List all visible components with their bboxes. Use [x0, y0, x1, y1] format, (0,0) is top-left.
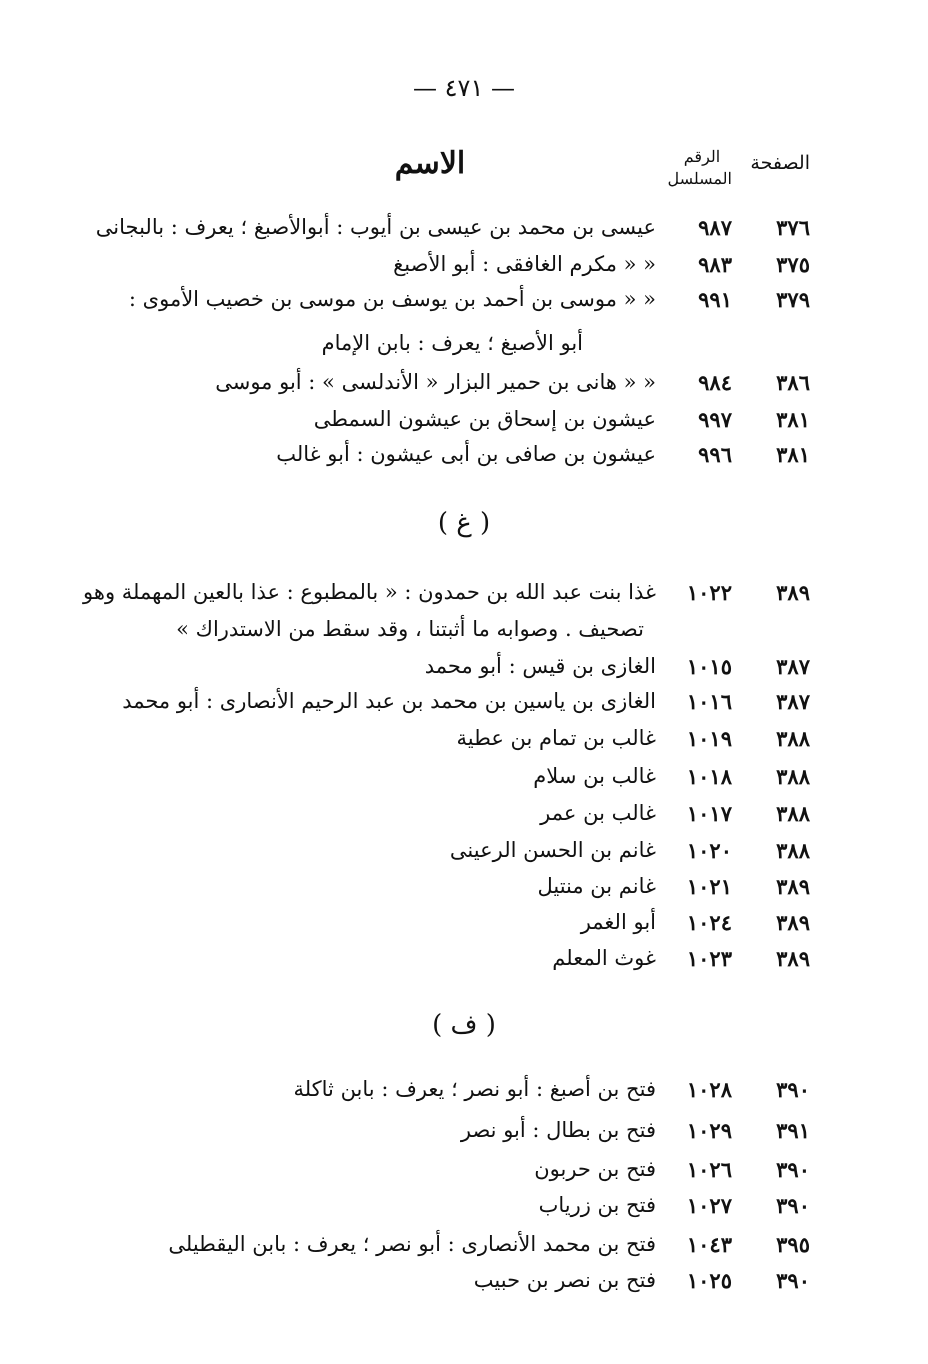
row-continuation: أبو الأصبغ ؛ يعرف : بابن الإمام	[321, 331, 583, 355]
page-number: — ٤٧١ —	[413, 74, 515, 102]
row-name: الغازى بن قيس : أبو محمد	[424, 654, 656, 678]
row-serial: ١٠٢٢	[686, 580, 732, 605]
row-serial: ١٠٢٦	[686, 1157, 732, 1182]
row-page: ٣٨٩	[776, 580, 810, 605]
section-heading-fa: ( ف )	[432, 1010, 496, 1040]
row-name: غالب بن تمام بن عطية	[456, 726, 656, 750]
row-page: ٣٧٦	[776, 215, 810, 240]
row-page: ٣٧٥	[776, 252, 810, 277]
row-page: ٣٩٥	[776, 1232, 810, 1257]
column-header-serial-line2: المسلسل	[667, 169, 732, 188]
column-header-serial-line1: الرقم	[683, 147, 721, 166]
index-row	[0, 252, 928, 286]
row-page: ٣٨٨	[776, 726, 810, 751]
row-name: عيشون بن صافى بن أبى عيشون : أبو غالب	[276, 442, 656, 466]
row-page: ٣٨٨	[776, 838, 810, 863]
row-page: ٣٨٧	[776, 689, 810, 714]
index-row	[0, 838, 928, 872]
row-serial: ١٠٢٤	[686, 910, 732, 935]
section-heading-ghain: ( غ )	[437, 508, 491, 538]
row-page: ٣٨٩	[776, 874, 810, 899]
index-row	[0, 1077, 928, 1111]
index-row	[0, 1232, 928, 1266]
row-serial: ٩٨٧	[698, 215, 732, 240]
index-row	[0, 946, 928, 980]
row-page: ٣٧٩	[776, 287, 810, 312]
row-name: « « موسى بن أحمد بن يوسف بن موسى بن خصيب الأموى :	[128, 287, 656, 311]
row-name: « « مكرم الغافقى : أبو الأصبغ	[393, 252, 656, 276]
row-name: غذا بنت عبد الله بن حمدون : « بالمطبوع : عذا بالعين المهملة وهو	[83, 580, 656, 604]
row-name: فتح بن حربون	[534, 1157, 656, 1181]
row-page: ٣٨١	[776, 407, 810, 432]
row-serial: ٩٩١	[698, 287, 732, 312]
row-name: « « هانى بن حمير البزار « الأندلسى » : أبو موسى	[215, 370, 656, 394]
row-serial: ١٠٢٨	[686, 1077, 732, 1102]
row-page: ٣٩٠	[776, 1077, 810, 1102]
row-name: فتح بن بطال : أبو نصر	[460, 1118, 656, 1142]
row-serial: ١٠١٦	[686, 689, 732, 714]
row-name: غانم بن الحسن الرعينى	[449, 838, 656, 862]
column-header-page: الصفحة	[750, 152, 810, 174]
row-serial: ٩٩٦	[698, 442, 732, 467]
column-header-name: الاسم	[394, 146, 466, 181]
row-serial: ١٠٢٣	[686, 946, 732, 971]
row-continuation: تصحيف . وصوابه ما أثبتنا ، وقد سقط من الاستدراك »	[176, 617, 644, 641]
row-serial: ١٠٢٠	[686, 838, 732, 863]
row-page: ٣٨٩	[776, 910, 810, 935]
row-page: ٣٨٨	[776, 764, 810, 789]
row-page: ٣٩١	[776, 1118, 810, 1143]
index-row	[0, 801, 928, 835]
index-row	[0, 726, 928, 760]
row-serial: ٩٨٤	[698, 370, 732, 395]
row-name: أبو الغمر	[580, 910, 656, 934]
row-serial: ١٠٢١	[686, 874, 732, 899]
row-name: فتح بن محمد الأنصارى : أبو نصر ؛ يعرف : بابن اليقطيلى	[168, 1232, 656, 1256]
row-serial: ١٠١٩	[686, 726, 732, 751]
row-name: الغازى بن ياسين بن محمد بن عبد الرحيم الأنصارى : أبو محمد	[122, 689, 656, 713]
index-row	[0, 874, 928, 908]
row-page: ٣٨١	[776, 442, 810, 467]
index-row	[0, 1193, 928, 1227]
row-name: غالب بن سلام	[533, 764, 656, 788]
row-name: عيسى بن محمد بن عيسى بن أيوب : أبوالأصبغ ؛ يعرف : بالبجانى	[95, 215, 656, 239]
index-row	[0, 407, 928, 441]
index-row	[0, 654, 928, 688]
row-page: ٣٨٧	[776, 654, 810, 679]
index-row	[0, 1268, 928, 1302]
index-row	[0, 215, 928, 249]
row-serial: ١٠١٧	[686, 801, 732, 826]
row-name: فتح بن نصر بن حبيب	[473, 1268, 656, 1292]
row-serial: ٩٨٣	[698, 252, 732, 277]
row-name: فتح بن أصبغ : أبو نصر ؛ يعرف : بابن ثاكلة	[293, 1077, 656, 1101]
index-row	[0, 287, 928, 321]
row-serial: ١٠١٥	[686, 654, 732, 679]
row-page: ٣٨٨	[776, 801, 810, 826]
index-row	[0, 1157, 928, 1191]
column-header-serial	[667, 146, 732, 190]
row-page: ٣٩٠	[776, 1157, 810, 1182]
index-row	[0, 689, 928, 723]
index-row	[0, 580, 928, 614]
row-page: ٣٩٠	[776, 1268, 810, 1293]
index-row	[0, 910, 928, 944]
row-name: غوث المعلم	[552, 946, 656, 970]
row-name: غانم بن منتيل	[537, 874, 656, 898]
row-name: عيشون بن إسحاق بن عيشون السمطى	[313, 407, 656, 431]
index-row	[0, 442, 928, 476]
row-serial: ١٠٢٧	[686, 1193, 732, 1218]
index-row	[0, 1118, 928, 1152]
index-row	[0, 764, 928, 798]
row-serial: ١٠٤٣	[686, 1232, 732, 1257]
row-serial: ١٠١٨	[686, 764, 732, 789]
index-row	[0, 370, 928, 404]
row-name: فتح بن زرياب	[538, 1193, 656, 1217]
row-serial: ١٠٢٥	[686, 1268, 732, 1293]
row-serial: ١٠٢٩	[686, 1118, 732, 1143]
row-page: ٣٨٩	[776, 946, 810, 971]
row-name: غالب بن عمر	[540, 801, 656, 825]
row-serial: ٩٩٧	[698, 407, 732, 432]
row-page: ٣٩٠	[776, 1193, 810, 1218]
row-page: ٣٨٦	[776, 370, 810, 395]
